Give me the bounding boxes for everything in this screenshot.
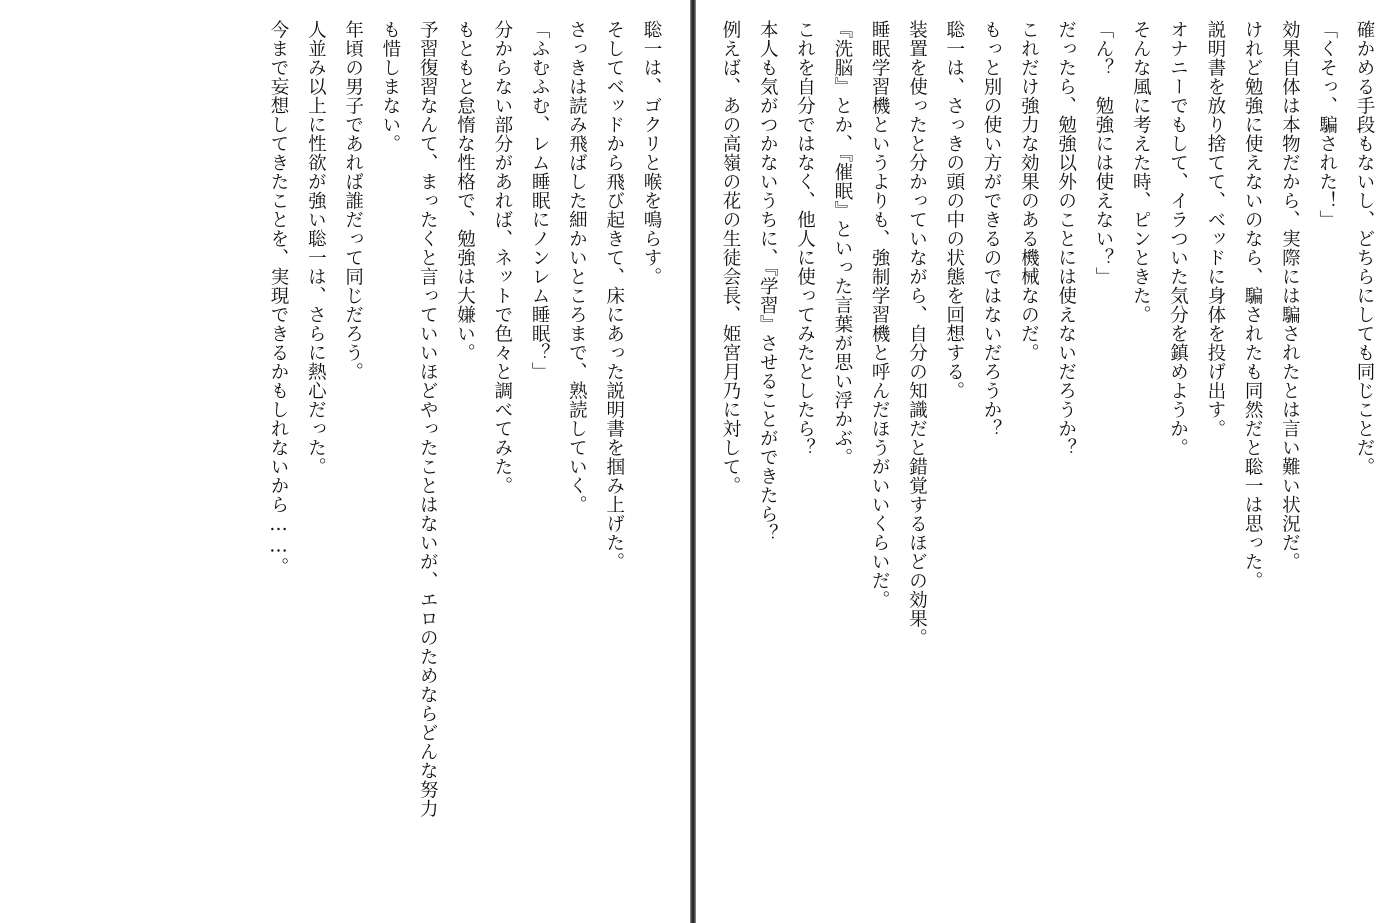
text-line: 「くそっ、騙された！」: [1316, 20, 1338, 229]
left-page-text: [260, 20, 670, 920]
text-line: 分からない部分があれば、ネットで色々と調べてみた。: [491, 20, 513, 495]
text-line: も惜しまない。: [379, 20, 401, 153]
text-line: 予習復習なんて、まったくと言っていいほどやったことはないが、エロのためならどんな努力: [417, 20, 439, 818]
text-line: 効果自体は本物だから、実際には騙されたとは言い難い状況だ。: [1279, 20, 1301, 571]
text-line: 例えば、あの高嶺の花の生徒会長、姫宮月乃に対して。: [719, 20, 741, 495]
text-line: 「ふむふむ、レム睡眠にノンレム睡眠？」: [529, 20, 551, 381]
text-line: 確かめる手段もないし、どちらにしても同じことだ。: [1354, 20, 1375, 476]
right-page: [697, 0, 1397, 923]
text-line: さっきは読み飛ばした細かいところまで、熟読していく。: [566, 20, 588, 514]
text-line: そんな風に考えた時、ピンときた。: [1130, 20, 1152, 324]
text-line: 『洗脳』とか、『催眠』といった言葉が思い浮かぶ。: [831, 20, 853, 467]
text-line: 説明書を放り捨てて、ベッドに身体を投げ出す。: [1204, 20, 1226, 438]
text-line: だったら、勉強以外のことには使えないだろうか？: [1055, 20, 1077, 457]
left-page: [0, 0, 692, 923]
right-page-text: [712, 20, 1383, 920]
text-line: 聡一は、さっきの頭の中の状態を回想する。: [943, 20, 965, 400]
text-line: そしてベッドから飛び起きて、床にあった説明書を掴み上げた。: [603, 20, 625, 571]
text-line: これだけ強力な効果のある機械なのだ。: [1018, 20, 1040, 362]
text-line: オナニーでもして、イラついた気分を鎮めようか。: [1167, 20, 1189, 457]
text-line: けれど勉強に使えないのなら、騙されたも同然だと聡一は思った。: [1242, 20, 1264, 590]
text-line: 人並み以上に性欲が強い聡一は、さらに熱心だった。: [305, 20, 327, 476]
text-line: 聡一は、ゴクリと喉を鳴らす。: [641, 20, 662, 286]
page-gutter: [690, 0, 696, 923]
text-line: 睡眠学習機というよりも、強制学習機と呼んだほうがいいくらいだ。: [869, 20, 891, 609]
text-line: 本人も気がつかないうちに、『学習』させることができたら？: [757, 20, 779, 543]
text-line: これを自分ではなく、他人に使ってみたとしたら？: [794, 20, 816, 457]
text-line: 装置を使ったと分かっていながら、自分の知識だと錯覚するほどの効果。: [906, 20, 928, 647]
text-line: 「ん？ 勉強には使えない？」: [1092, 20, 1114, 286]
text-line: もっと別の使い方ができるのではないだろうか？: [981, 20, 1003, 438]
text-line: もともと怠惰な性格で、勉強は大嫌い。: [454, 20, 476, 362]
text-line: 今まで妄想してきたことを、実現できるかもしれないから……。: [268, 20, 290, 576]
text-line: 年頃の男子であれば誰だって同じだろう。: [342, 20, 364, 381]
